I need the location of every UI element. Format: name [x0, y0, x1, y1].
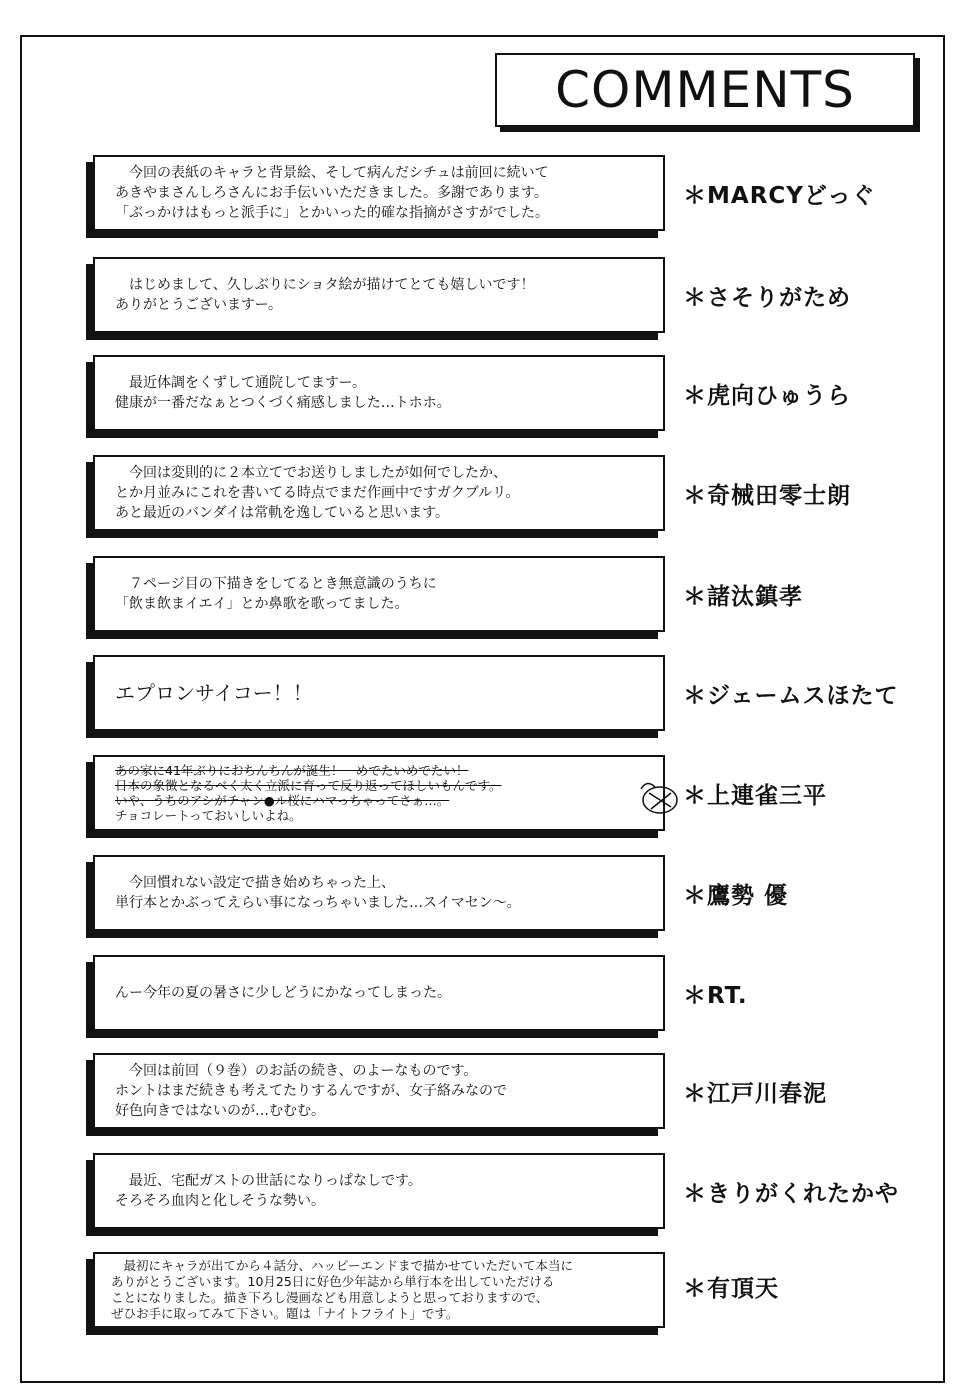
comment-box	[93, 655, 665, 731]
comment-author: ＊きりがくれたかや	[683, 1181, 899, 1207]
comment-author: ＊MARCYどっぐ	[683, 183, 876, 209]
comment-line: とか月並みにこれを書いてる時点でまだ作画中ですガクブルリ。	[115, 485, 520, 501]
comments-title-box	[495, 53, 915, 127]
comment-line: あと最近のバンダイは常軌を逸していると思います。	[115, 505, 450, 521]
comment-author: ＊さそりがため	[683, 285, 851, 311]
comment-line: そろそろ血肉と化しそうな勢い。	[115, 1193, 325, 1209]
comment-author: ＊奇械田零士朗	[683, 483, 851, 509]
comment-author: ＊ジェームスほたて	[683, 683, 899, 709]
struck-line: あの家に41年ぶりにおちんちんが誕生！ めでたいめでたい！	[115, 762, 469, 778]
comment-line: 今回慣れない設定で描き始めちゃった上、	[115, 875, 395, 891]
comment-author: ＊有頂天	[683, 1276, 779, 1302]
comment-author: ＊江戸川春泥	[683, 1081, 827, 1107]
comment-line: 単行本とかぶってえらい事になっちゃいました…スイマセン～。	[115, 895, 521, 911]
page-title: COMMENTS	[555, 61, 855, 119]
comment-line: ありがとうございます。10月25日に好色少年誌から単行本を出していただける	[111, 1274, 555, 1289]
comment-line: はじめまして、久しぶりにショタ絵が描けてとても嬉しいです！	[115, 277, 535, 293]
comment-line: ７ページ目の下描きをしてるとき無意識のうちに	[115, 576, 437, 592]
comment-line: 最近、宅配ガストの世話になりっぱなしです。	[115, 1173, 422, 1189]
scribble-doodle-icon	[633, 777, 683, 817]
comment-author: ＊鷹勢 優	[683, 883, 789, 909]
comment-line: 今回は前回（９巻）のお話の続き、のよーなものです。	[115, 1063, 478, 1079]
comment-box	[93, 955, 665, 1031]
comment-line: 健康が一番だなぁとつくづく痛感しました…トホホ。	[115, 395, 451, 411]
comment-line: んー今年の夏の暑さに少しどうにかなってしまった。	[115, 985, 451, 1001]
comment-box	[93, 355, 665, 431]
comment-line: 「ぶっかけはもっと派手に」とかいった的確な指摘がさすがでした。	[115, 205, 549, 221]
comment-line: 最初にキャラが出てから４話分、ハッピーエンドまで描かせていただいて本当に	[111, 1258, 574, 1273]
comment-box	[93, 755, 665, 831]
comment-box	[93, 455, 665, 531]
comment-line: ホントはまだ続きも考えてたりするんですが、女子絡みなので	[115, 1083, 507, 1099]
comment-line: あきやまさんしろさんにお手伝いいただきました。多謝であります。	[115, 185, 548, 201]
comment-box	[93, 1053, 665, 1129]
struck-line: いや、うちのアシがチャン●ル桜にハマっちゃってさぁ…。	[115, 792, 450, 808]
comment-box	[93, 257, 665, 333]
comment-line: ぜひお手に取ってみて下さい。題は「ナイトフライト」です。	[111, 1306, 459, 1321]
comment-box	[93, 556, 665, 632]
comment-author: ＊諸汰鎮孝	[683, 584, 803, 610]
comment-line: ことになりました。描き下ろし漫画なども用意しようと思っておりますので、	[111, 1290, 549, 1305]
struck-line: 日本の象徴となるべく太く立派に育って反り返ってほしいもんです。	[115, 777, 502, 793]
comment-line: ありがとうございますー。	[115, 297, 283, 313]
comment-author: ＊虎向ひゅうら	[683, 383, 851, 409]
comment-line: チョコレートっておいしいよね。	[115, 807, 302, 823]
comment-line: 今回の表紙のキャラと背景絵、そして病んだシチュは前回に続いて	[115, 165, 549, 181]
comment-box	[93, 1153, 665, 1229]
comment-author: ＊上連雀三平	[683, 783, 827, 809]
comment-line: 「飲ま飲まイエイ」とか鼻歌を歌ってました。	[115, 596, 409, 612]
comment-author: ＊RT.	[683, 983, 748, 1009]
comment-box	[93, 1252, 665, 1328]
comment-line: 今回は変則的に２本立てでお送りしましたが如何でしたか、	[115, 465, 507, 481]
comment-line: エプロンサイコー！！	[115, 681, 313, 705]
comment-line: 好色向きではないのが…むむむ。	[115, 1103, 325, 1119]
comment-box	[93, 855, 665, 931]
comment-box	[93, 155, 665, 231]
comment-line: 最近体調をくずして通院してますー。	[115, 375, 367, 391]
